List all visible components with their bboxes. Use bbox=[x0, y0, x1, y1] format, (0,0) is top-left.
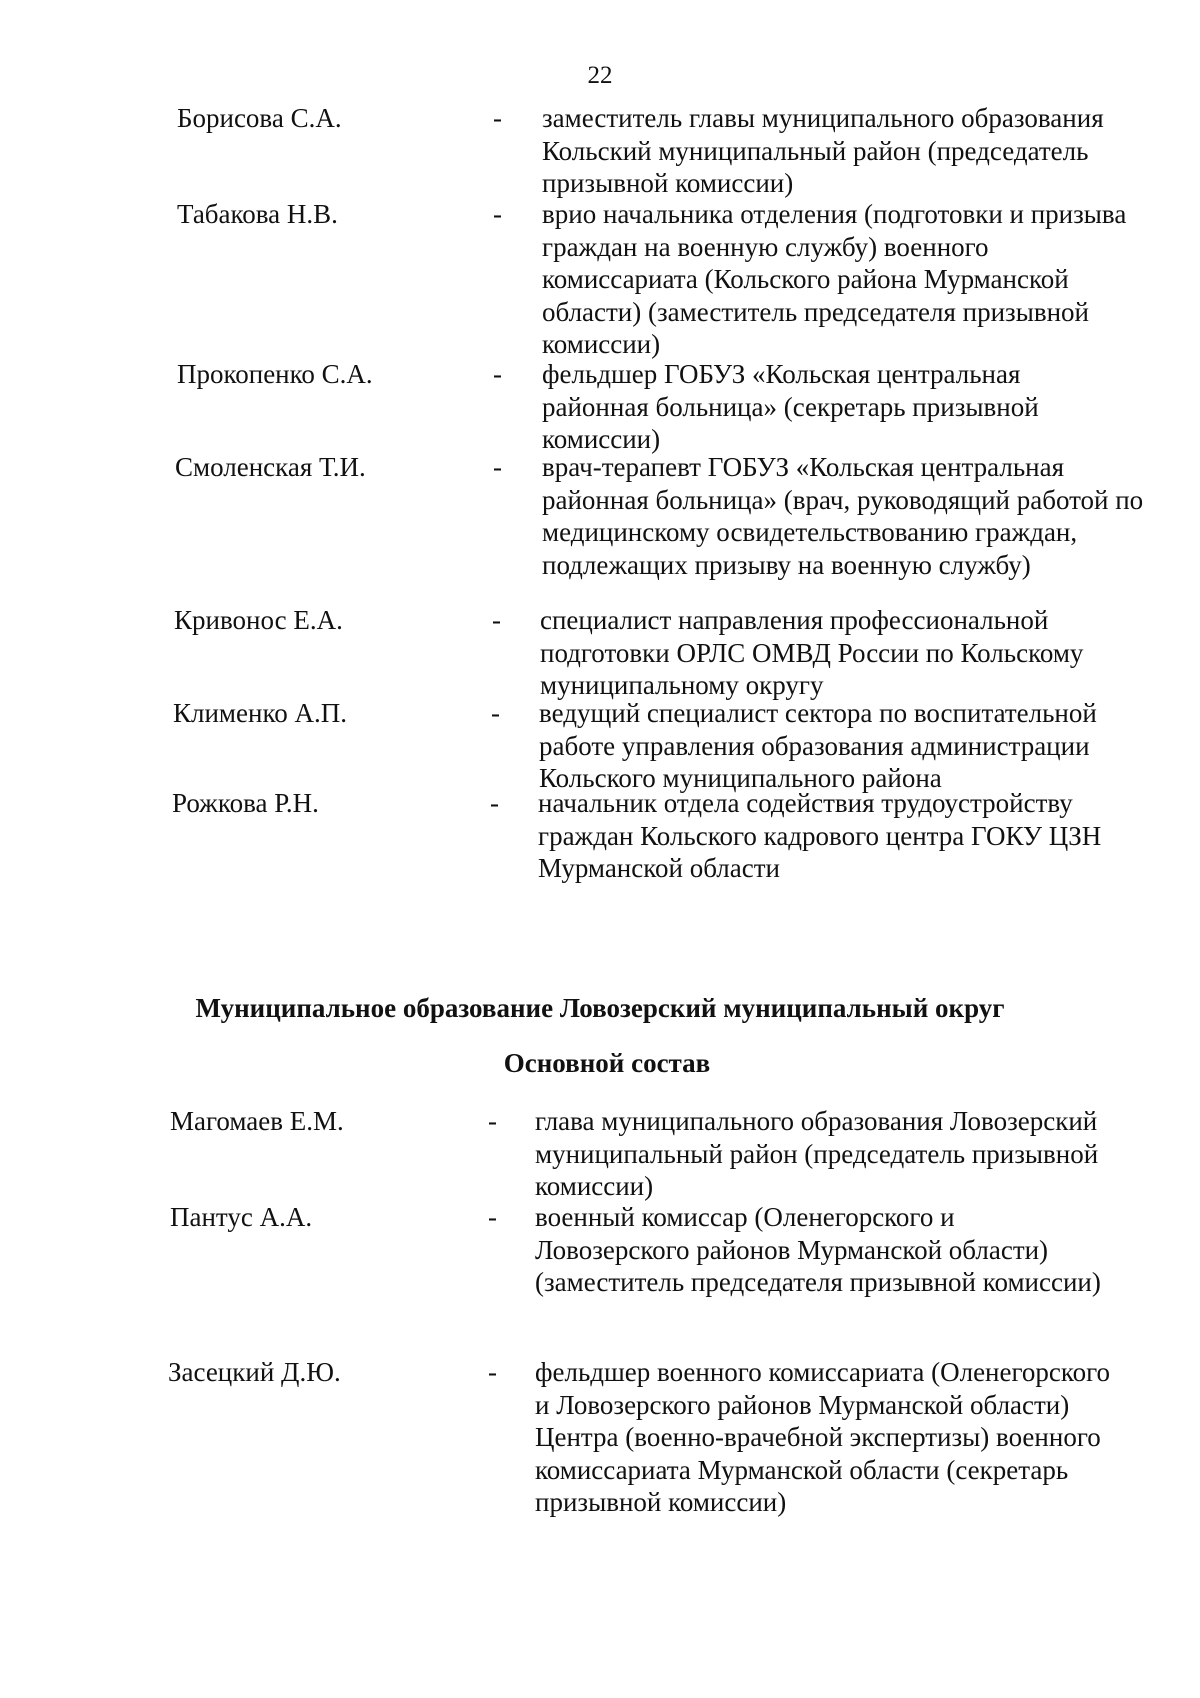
dash: - bbox=[488, 1106, 497, 1136]
dash: - bbox=[488, 1357, 497, 1387]
member-name: Рожкова Р.Н. bbox=[172, 788, 319, 818]
member-name: Клименко А.П. bbox=[173, 698, 347, 728]
member-role: ведущий специалист сектора по воспитательной работе управления образования администрации Кольского муниципального района bbox=[539, 698, 1097, 793]
member-name: Прокопенко С.А. bbox=[177, 359, 373, 389]
member-name: Магомаев Е.М. bbox=[170, 1106, 344, 1136]
dash: - bbox=[491, 698, 500, 728]
member-name: Борисова С.А. bbox=[177, 103, 342, 133]
member-role: фельдшер ГОБУЗ «Кольская центральная районная больница» (секретарь призывной комиссии) bbox=[542, 359, 1039, 454]
dash: - bbox=[488, 1202, 497, 1232]
dash: - bbox=[493, 103, 502, 133]
page-number: 22 bbox=[587, 62, 613, 89]
member-name: Засецкий Д.Ю. bbox=[168, 1357, 341, 1387]
member-role: военный комиссар (Оленегорского и Ловозерского районов Мурманской области) (заместитель председателя призывной комиссии) bbox=[535, 1202, 1101, 1297]
member-name: Смоленская Т.И. bbox=[175, 452, 366, 482]
member-role: фельдшер военного комиссариата (Оленегорского и Ловозерского районов Мурманской области) Центра (военно-врачебной экспертизы) военного комиссариата Мурманской области (секретарь призывной комиссии) bbox=[535, 1357, 1111, 1517]
member-role: врио начальника отделения (подготовки и призыва граждан на военную службу) военного комиссариата (Кольского района Мурманской области) (заместитель председателя призывной комиссии) bbox=[542, 199, 1127, 359]
member-role: глава муниципального образования Ловозерский муниципальный район (председатель призывной комиссии) bbox=[535, 1106, 1099, 1201]
subsection-title: Основной состав bbox=[503, 1048, 711, 1078]
member-role: специалист направления профессиональной подготовки ОРЛС ОМВД России по Кольскому муниципальному округу bbox=[540, 605, 1084, 700]
member-role: врач-терапевт ГОБУЗ «Кольская центральная районная больница» (врач, руководящий работой по медицинскому освидетельствованию граждан, подлежащих призыву на военную службу) bbox=[542, 452, 1144, 580]
dash: - bbox=[492, 605, 501, 635]
member-role: заместитель главы муниципального образования Кольский муниципальный район (председатель призывной комиссии) bbox=[542, 103, 1104, 198]
member-name: Кривонос Е.А. bbox=[174, 605, 343, 635]
dash: - bbox=[493, 359, 502, 389]
dash: - bbox=[493, 199, 502, 229]
dash: - bbox=[490, 788, 499, 818]
member-role: начальник отдела содействия трудоустройству граждан Кольского кадрового центра ГОКУ ЦЗН Мурманской области bbox=[538, 788, 1102, 883]
member-name: Табакова Н.В. bbox=[177, 199, 338, 229]
dash: - bbox=[493, 452, 502, 482]
member-name: Пантус А.А. bbox=[170, 1202, 313, 1232]
section-title: Муниципальное образование Ловозерский муниципальный округ bbox=[195, 993, 1005, 1023]
